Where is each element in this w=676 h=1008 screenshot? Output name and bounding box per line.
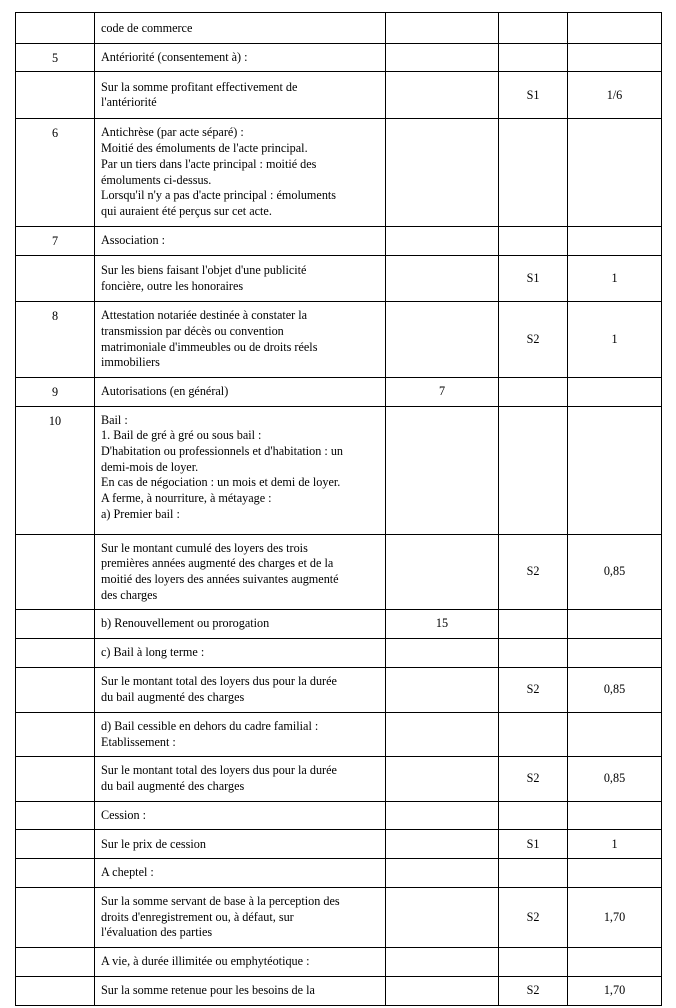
item-number-cell [16, 72, 95, 119]
item-description-cell: Antichrèse (par acte séparé) : Moitié des émoluments de l'acte principal. Par un tiers dans l'acte principal : moitié des émoluments ci-dessus. Lorsqu'il n'y a pas d'acte principal : émoluments qui auraient été perçus sur cet acte. [95, 119, 386, 227]
scale-cell: S1 [499, 72, 568, 119]
scale-cell: S2 [499, 534, 568, 610]
item-number-cell [16, 830, 95, 859]
coefficient-cell: 1/6 [568, 72, 662, 119]
item-description-cell: code de commerce [95, 13, 386, 44]
scale-cell: S1 [499, 830, 568, 859]
fixed-amount-cell [386, 13, 499, 44]
fixed-amount-cell [386, 667, 499, 712]
coefficient-cell [568, 948, 662, 977]
table-row [16, 406, 662, 534]
item-description-cell: Bail : 1. Bail de gré à gré ou sous bail : D'habitation ou professionnels et d'habitation : un demi-mois de loyer. En cas de négociation : un mois et demi de loyer. A ferme, à nourriture, à métayage : a) Premier bail : [95, 406, 386, 534]
table-row [16, 948, 662, 977]
coefficient-cell: 1 [568, 256, 662, 302]
fixed-amount-cell [386, 534, 499, 610]
item-number-cell: 9 [16, 377, 95, 406]
item-number-cell [16, 639, 95, 668]
table-row [16, 888, 662, 948]
item-description-cell: Sur la somme profitant effectivement de l'antériorité [95, 72, 386, 119]
table-row [16, 610, 662, 639]
coefficient-cell [568, 13, 662, 44]
fixed-amount-cell [386, 119, 499, 227]
item-number-cell [16, 256, 95, 302]
item-number-cell [16, 13, 95, 44]
scale-cell [499, 43, 568, 72]
scale-cell [499, 712, 568, 756]
fixed-amount-cell [386, 859, 499, 888]
coefficient-cell [568, 610, 662, 639]
table-row [16, 227, 662, 256]
scale-cell [499, 610, 568, 639]
item-description-cell: c) Bail à long terme : [95, 639, 386, 668]
table-row [16, 639, 662, 668]
table-row [16, 13, 662, 44]
item-number-cell [16, 888, 95, 948]
fixed-amount-cell [386, 72, 499, 119]
item-description-cell: A cheptel : [95, 859, 386, 888]
table-row [16, 72, 662, 119]
fixed-amount-cell: 15 [386, 610, 499, 639]
scale-cell: S2 [499, 667, 568, 712]
scale-cell: S2 [499, 302, 568, 378]
item-description-cell: Antériorité (consentement à) : [95, 43, 386, 72]
table-row [16, 830, 662, 859]
scale-cell: S2 [499, 976, 568, 1005]
scale-cell [499, 948, 568, 977]
scale-cell [499, 859, 568, 888]
item-description-cell: Sur la somme servant de base à la perception des droits d'enregistrement ou, à défaut, sur l'évaluation des parties [95, 888, 386, 948]
item-number-cell [16, 801, 95, 830]
item-description-cell: d) Bail cessible en dehors du cadre familial : Etablissement : [95, 712, 386, 756]
item-description-cell: A vie, à durée illimitée ou emphytéotique : [95, 948, 386, 977]
coefficient-cell [568, 639, 662, 668]
coefficient-cell: 1,70 [568, 888, 662, 948]
item-number-cell: 6 [16, 119, 95, 227]
coefficient-cell [568, 119, 662, 227]
coefficient-cell: 0,85 [568, 667, 662, 712]
item-number-cell: 10 [16, 406, 95, 534]
item-number-cell [16, 667, 95, 712]
table-row [16, 377, 662, 406]
tariff-table [15, 12, 662, 1006]
table-row [16, 757, 662, 801]
fixed-amount-cell [386, 712, 499, 756]
item-description-cell: Sur le montant total des loyers dus pour la durée du bail augmenté des charges [95, 757, 386, 801]
coefficient-cell [568, 227, 662, 256]
item-description-cell: Attestation notariée destinée à constater la transmission par décès ou convention matrimoniale d'immeubles ou de droits réels immobiliers [95, 302, 386, 378]
scale-cell [499, 227, 568, 256]
coefficient-cell: 0,85 [568, 534, 662, 610]
scale-cell [499, 801, 568, 830]
item-description-cell: Sur le prix de cession [95, 830, 386, 859]
item-number-cell [16, 712, 95, 756]
fixed-amount-cell [386, 830, 499, 859]
table-row [16, 976, 662, 1005]
coefficient-cell [568, 377, 662, 406]
fixed-amount-cell [386, 801, 499, 830]
item-description-cell: Sur le montant total des loyers dus pour la durée du bail augmenté des charges [95, 667, 386, 712]
coefficient-cell: 1 [568, 830, 662, 859]
table-row [16, 712, 662, 756]
coefficient-cell: 1 [568, 302, 662, 378]
coefficient-cell [568, 43, 662, 72]
coefficient-cell [568, 801, 662, 830]
table-row [16, 859, 662, 888]
item-description-cell: Sur le montant cumulé des loyers des trois premières années augmenté des charges et de la moitié des loyers des années suivantes augmenté des charges [95, 534, 386, 610]
fixed-amount-cell [386, 976, 499, 1005]
fixed-amount-cell [386, 888, 499, 948]
table-row [16, 801, 662, 830]
table-row [16, 302, 662, 378]
item-number-cell: 7 [16, 227, 95, 256]
fixed-amount-cell: 7 [386, 377, 499, 406]
item-number-cell [16, 610, 95, 639]
table-row [16, 256, 662, 302]
fixed-amount-cell [386, 43, 499, 72]
item-description-cell: Cession : [95, 801, 386, 830]
table-row [16, 43, 662, 72]
item-number-cell [16, 534, 95, 610]
scale-cell [499, 377, 568, 406]
coefficient-cell: 1,70 [568, 976, 662, 1005]
item-number-cell [16, 948, 95, 977]
fixed-amount-cell [386, 406, 499, 534]
coefficient-cell [568, 859, 662, 888]
scale-cell [499, 119, 568, 227]
item-number-cell [16, 859, 95, 888]
coefficient-cell: 0,85 [568, 757, 662, 801]
scale-cell: S2 [499, 888, 568, 948]
item-number-cell [16, 976, 95, 1005]
fixed-amount-cell [386, 302, 499, 378]
item-description-cell: Autorisations (en général) [95, 377, 386, 406]
fixed-amount-cell [386, 757, 499, 801]
item-description-cell: Sur les biens faisant l'objet d'une publicité foncière, outre les honoraires [95, 256, 386, 302]
scale-cell [499, 639, 568, 668]
table-row [16, 667, 662, 712]
fixed-amount-cell [386, 256, 499, 302]
scale-cell [499, 406, 568, 534]
item-description-cell: Sur la somme retenue pour les besoins de la [95, 976, 386, 1005]
fixed-amount-cell [386, 948, 499, 977]
item-description-cell: Association : [95, 227, 386, 256]
fixed-amount-cell [386, 227, 499, 256]
scale-cell: S1 [499, 256, 568, 302]
item-description-cell: b) Renouvellement ou prorogation [95, 610, 386, 639]
scale-cell [499, 13, 568, 44]
coefficient-cell [568, 406, 662, 534]
scale-cell: S2 [499, 757, 568, 801]
coefficient-cell [568, 712, 662, 756]
fixed-amount-cell [386, 639, 499, 668]
table-row [16, 119, 662, 227]
item-number-cell: 5 [16, 43, 95, 72]
item-number-cell [16, 757, 95, 801]
item-number-cell: 8 [16, 302, 95, 378]
table-row [16, 534, 662, 610]
